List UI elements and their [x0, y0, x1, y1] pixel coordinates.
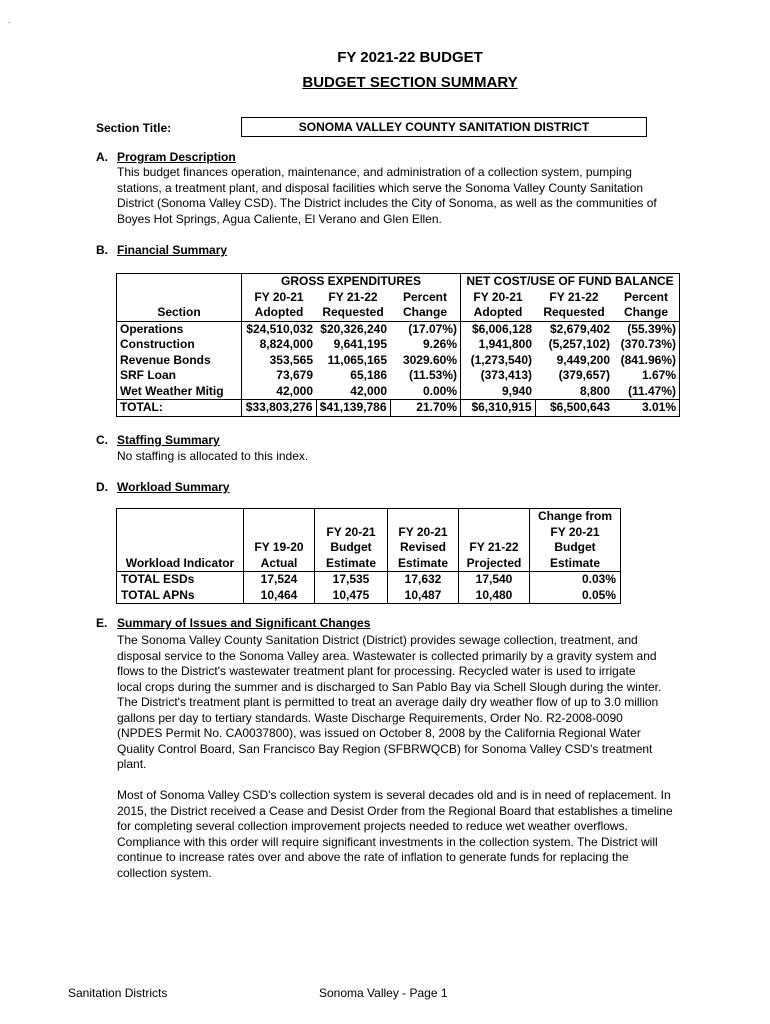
- issues-letter: E.: [96, 616, 108, 630]
- footer-page-number: Sonoma Valley - Page 1: [319, 986, 448, 1000]
- program-text: This budget finances operation, maintenance, and administration of a collection system, pumping stations, a treatment plant, and disposal facilities which serve the Sonoma Valley County Sanitation District (Sonoma Valley CSD). The District includes the City of Sonoma, as well as the communities of Boyes Hot Springs, Agua Caliente, El Verano and Glen Ellen.: [117, 165, 657, 226]
- staffing-text: No staffing is allocated to this index.: [117, 449, 309, 463]
- col-header: FY 21-22: [549, 289, 599, 304]
- page-title: FY 2021-22 BUDGET: [337, 49, 483, 66]
- col-header: FY 21-22: [328, 289, 378, 304]
- col-header: Percent: [402, 289, 448, 304]
- col-header: Change: [613, 305, 680, 321]
- financial-letter: B.: [96, 243, 108, 257]
- stray-mark: .: [8, 16, 11, 25]
- col-header: Change: [390, 305, 461, 321]
- table-row: Operations $24,510,032 $20,326,240 (17.07%) $6,006,128 $2,679,402 (55.39%): [117, 321, 680, 337]
- staffing-letter: C.: [96, 433, 108, 447]
- workload-heading: Workload Summary: [117, 480, 230, 494]
- col-header: Adopted: [461, 305, 536, 321]
- staffing-heading: Staffing Summary: [117, 433, 220, 447]
- page-subtitle: BUDGET SECTION SUMMARY: [302, 74, 518, 91]
- table-row: TOTAL APNs 10,464 10,475 10,487 10,480 0.05%: [117, 588, 621, 604]
- gross-expenditures-header: GROSS EXPENDITURES: [242, 274, 461, 290]
- workload-letter: D.: [96, 480, 108, 494]
- col-header: Requested: [316, 305, 390, 321]
- financial-heading: Financial Summary: [117, 243, 228, 257]
- program-letter: A.: [96, 150, 108, 164]
- col-header: Requested: [535, 305, 613, 321]
- net-cost-header: NET COST/USE OF FUND BALANCE: [461, 274, 680, 290]
- table-total-row: TOTAL: $33,803,276 $41,139,786 21.70% $6,310,915 $6,500,643 3.01%: [117, 400, 680, 417]
- table-row: Revenue Bonds 353,565 11,065,165 3029.60% (1,273,540) 9,449,200 (841.96%): [117, 353, 680, 369]
- section-col-header: Section: [117, 305, 242, 321]
- col-header: FY 20-21: [461, 290, 536, 306]
- col-header: Percent: [613, 290, 680, 306]
- issues-paragraph-2: Most of Sonoma Valley CSD's collection system is several decades old and is in need of replacement. In 2015, the District received a Cease and Desist Order from the Regional Board that establishes a timeline for completing several collection improvement projects needed to reduce wet weather overflows. Compliance with this order will require significant investments in the collection system. The District will continue to increase rates over and above the rate of inflation to generate funds for replacing the collection system.: [117, 788, 673, 880]
- section-title-value: SONOMA VALLEY COUNTY SANITATION DISTRICT: [241, 117, 647, 137]
- issues-paragraph-1: The Sonoma Valley County Sanitation District (District) provides sewage collection, treatment, and disposal service to the Sonoma Valley area. Wastewater is collected primarily by a gravity system and flows to the District's wastewater treatment plant for processing. Recycled water is used to irrigate local crops during the summer and is discharged to San Pablo Bay via Schell Slough during the winter. The District's treatment plant is permitted to treat an average daily dry weather flow of up to 3.0 million gallons per day to tertiary standards. Waste Discharge Requirements, Order No. R2-2008-0090 (NPDES Permit No. CA0037800), was issued on October 8, 2008 by the California Regional Water Quality Control Board, San Francisco Bay Region (SFBRWQCB) for Sonoma Valley CSD's treatment plant.: [117, 633, 662, 771]
- workload-indicator-header: Workload Indicator: [117, 556, 244, 572]
- table-row: SRF Loan 73,679 65,186 (11.53%) (373,413) (379,657) 1.67%: [117, 368, 680, 384]
- col-header: FY 20-21: [242, 290, 317, 306]
- table-row: Construction 8,824,000 9,641,195 9.26% 1,941,800 (5,257,102) (370.73%): [117, 337, 680, 353]
- issues-heading: Summary of Issues and Significant Changes: [117, 616, 371, 630]
- table-row: Wet Weather Mitig 42,000 42,000 0.00% 9,940 8,800 (11.47%): [117, 384, 680, 400]
- program-heading: Program Description: [117, 150, 236, 164]
- section-title-label: Section Title:: [96, 121, 172, 135]
- workload-summary-table: Change from FY 20-21 FY 20-21 FY 20-21 FY 19-20 Budget Revised FY 21-22 Budget Workload Indicator Actual Estimate Estimate Projected Estimate TOTAL ESDs 17,524 17,535 17,632 17,540 0.03% TOTAL APNs 10,464 10,475 10,487 10,480 0.05%: [116, 508, 621, 604]
- footer-left: Sanitation Districts: [68, 986, 168, 1000]
- financial-summary-table: [116, 273, 680, 417]
- table-row: TOTAL ESDs 17,524 17,535 17,632 17,540 0.03%: [117, 572, 621, 588]
- col-header: Adopted: [242, 305, 317, 321]
